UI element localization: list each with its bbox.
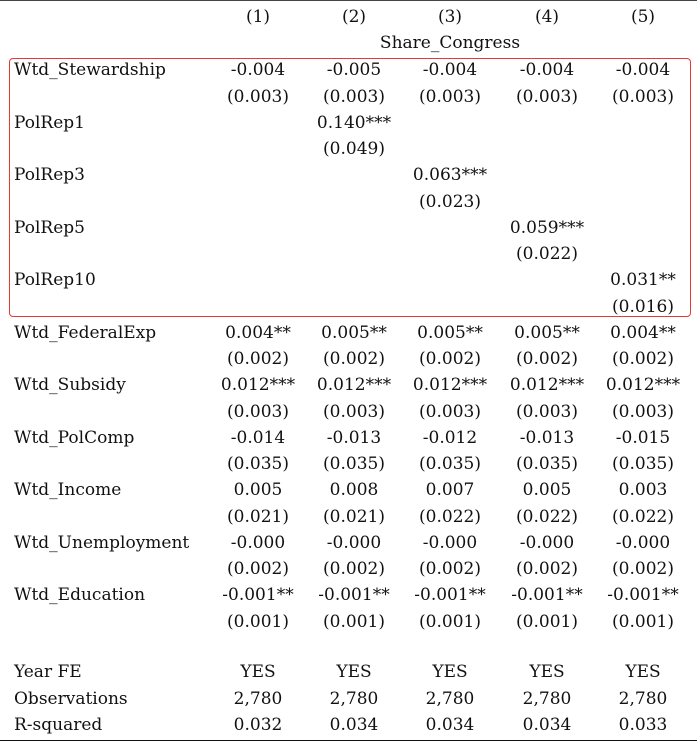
- table-bottom-rule: [0, 740, 697, 741]
- table-row-se: [0, 87, 697, 113]
- footer-cell: 2,780: [329, 688, 379, 709]
- coefficient-cell: 0.012***: [412, 375, 488, 395]
- table-row: [0, 428, 697, 454]
- coefficient-cell: -0.000: [519, 532, 575, 553]
- std-error-cell: (0.021): [227, 506, 289, 527]
- footer-row: [0, 662, 697, 688]
- coefficient-cell: -0.001**: [607, 585, 679, 605]
- coefficient-cell: -0.001**: [511, 585, 583, 605]
- footer-label: Year FE: [14, 662, 82, 682]
- footer-cell: 2,780: [618, 688, 668, 709]
- coefficient-cell: 0.012***: [316, 375, 392, 395]
- std-error-cell: (0.001): [419, 611, 481, 632]
- coefficient-cell: -0.005: [326, 60, 382, 80]
- coefficient-cell: 0.003: [618, 480, 668, 500]
- std-error-cell: (0.001): [227, 611, 289, 632]
- coefficient-cell: 0.007: [425, 480, 475, 500]
- std-error-cell: (0.003): [612, 401, 674, 422]
- coefficient-cell: 0.008: [329, 480, 379, 500]
- column-header: (3): [437, 7, 463, 27]
- table-row-se: [0, 612, 697, 638]
- column-header: (1): [245, 7, 271, 27]
- std-error-cell: (0.002): [419, 559, 481, 579]
- coefficient-cell: -0.004: [230, 60, 286, 80]
- table-row-se: [0, 139, 697, 165]
- std-error-cell: (0.002): [323, 349, 385, 369]
- footer-cell: YES: [336, 662, 372, 682]
- std-error-cell: (0.003): [612, 86, 674, 107]
- std-error-cell: (0.002): [612, 349, 674, 369]
- coefficient-cell: 0.012***: [605, 375, 681, 395]
- footer-cell: YES: [625, 662, 661, 682]
- coefficient-cell: -0.001**: [414, 585, 486, 605]
- footer-cell: 2,780: [522, 688, 572, 709]
- coefficient-cell: -0.001**: [318, 585, 390, 605]
- std-error-cell: (0.021): [323, 506, 385, 527]
- footer-cell: 2,780: [425, 688, 475, 709]
- table-row-se: [0, 192, 697, 218]
- std-error-cell: (0.035): [227, 454, 289, 474]
- std-error-cell: (0.001): [612, 611, 674, 632]
- std-error-cell: (0.002): [516, 559, 578, 579]
- coefficient-cell: 0.005**: [417, 322, 483, 343]
- column-header: (5): [630, 7, 656, 27]
- coefficient-cell: -0.012: [422, 427, 478, 448]
- std-error-cell: (0.003): [323, 86, 385, 107]
- coefficient-cell: -0.000: [422, 532, 478, 553]
- std-error-cell: (0.049): [323, 139, 385, 159]
- std-error-cell: (0.002): [323, 559, 385, 579]
- std-error-cell: (0.003): [516, 86, 578, 107]
- column-header: (4): [534, 7, 560, 27]
- footer-row: [0, 715, 697, 741]
- table-row-se: [0, 507, 697, 533]
- table-row-se: [0, 454, 697, 480]
- footer-row: [0, 689, 697, 715]
- footer-cell: YES: [529, 662, 565, 682]
- coefficient-cell: 0.059***: [509, 217, 585, 238]
- table-row: [0, 480, 697, 506]
- coefficient-cell: 0.031**: [610, 270, 676, 290]
- coefficient-cell: 0.140***: [316, 112, 392, 133]
- table-row: [0, 323, 697, 349]
- std-error-cell: (0.003): [419, 401, 481, 422]
- std-error-cell: (0.002): [419, 349, 481, 369]
- coefficient-cell: 0.004**: [225, 322, 291, 343]
- coefficient-cell: 0.012***: [509, 375, 585, 395]
- column-header: (2): [341, 7, 367, 27]
- table-row: [0, 270, 697, 296]
- row-label: PolRep3: [14, 165, 85, 185]
- footer-cell: YES: [432, 662, 468, 682]
- footer-cell: YES: [240, 662, 276, 682]
- table-row-se: [0, 244, 697, 270]
- std-error-cell: (0.003): [227, 401, 289, 422]
- coefficient-cell: -0.000: [326, 532, 382, 553]
- table-row-se: [0, 297, 697, 323]
- coefficient-cell: -0.013: [519, 427, 575, 448]
- std-error-cell: (0.035): [323, 454, 385, 474]
- coefficient-cell: -0.013: [326, 427, 382, 448]
- table-row-se: [0, 349, 697, 375]
- coefficient-cell: 0.005**: [321, 322, 387, 343]
- row-label: Wtd_FederalExp: [14, 322, 157, 343]
- coefficient-cell: 0.005**: [514, 322, 580, 343]
- footer-cell: 0.032: [233, 715, 283, 735]
- std-error-cell: (0.002): [612, 559, 674, 579]
- dependent-variable-label: Share_Congress: [379, 33, 521, 53]
- table-row: [0, 113, 697, 139]
- std-error-cell: (0.003): [323, 401, 385, 422]
- std-error-cell: (0.035): [419, 454, 481, 474]
- row-label: Wtd_Stewardship: [14, 60, 166, 80]
- std-error-cell: (0.001): [323, 611, 385, 632]
- footer-cell: 0.034: [522, 715, 572, 735]
- coefficient-cell: 0.004**: [610, 322, 676, 343]
- std-error-cell: (0.022): [419, 506, 481, 527]
- std-error-cell: (0.003): [227, 86, 289, 107]
- table-row: [0, 218, 697, 244]
- row-label: PolRep1: [14, 112, 85, 133]
- coefficient-cell: 0.012***: [220, 375, 296, 395]
- coefficient-cell: -0.004: [422, 60, 478, 80]
- footer-label: Observations: [14, 688, 128, 709]
- table-row: [0, 165, 697, 191]
- coefficient-cell: -0.000: [230, 532, 286, 553]
- std-error-cell: (0.002): [516, 349, 578, 369]
- std-error-cell: (0.003): [516, 401, 578, 422]
- coefficient-cell: -0.015: [615, 427, 671, 448]
- row-label: PolRep10: [14, 270, 96, 290]
- std-error-cell: (0.035): [516, 454, 578, 474]
- std-error-cell: (0.003): [419, 86, 481, 107]
- footer-cell: 0.034: [425, 715, 475, 735]
- row-label: Wtd_PolComp: [14, 427, 135, 448]
- footer-label: R-squared: [14, 715, 103, 735]
- coefficient-cell: 0.005: [522, 480, 572, 500]
- row-label: PolRep5: [14, 217, 85, 238]
- coefficient-cell: 0.005: [233, 480, 283, 500]
- std-error-cell: (0.022): [516, 506, 578, 527]
- coefficient-cell: -0.014: [230, 427, 286, 448]
- std-error-cell: (0.022): [516, 244, 578, 264]
- coefficient-cell: -0.004: [519, 60, 575, 80]
- table-row: [0, 375, 697, 401]
- table-row: [0, 533, 697, 559]
- table-top-rule: [0, 0, 697, 1]
- row-label: Wtd_Income: [14, 480, 122, 500]
- std-error-cell: (0.022): [612, 506, 674, 527]
- coefficient-cell: 0.063***: [412, 165, 488, 185]
- table-row: [0, 60, 697, 86]
- row-label: Wtd_Education: [14, 585, 146, 605]
- row-label: Wtd_Unemployment: [14, 532, 190, 553]
- std-error-cell: (0.023): [419, 191, 481, 212]
- coefficient-cell: -0.004: [615, 60, 671, 80]
- footer-cell: 2,780: [233, 688, 283, 709]
- std-error-cell: (0.002): [227, 349, 289, 369]
- coefficient-cell: -0.000: [615, 532, 671, 553]
- row-label: Wtd_Subsidy: [14, 375, 126, 395]
- coefficient-cell: -0.001**: [222, 585, 294, 605]
- std-error-cell: (0.016): [612, 296, 674, 317]
- table-row: [0, 585, 697, 611]
- table-row-se: [0, 402, 697, 428]
- footer-cell: 0.033: [618, 715, 668, 735]
- std-error-cell: (0.035): [612, 454, 674, 474]
- std-error-cell: (0.001): [516, 611, 578, 632]
- footer-cell: 0.034: [329, 715, 379, 735]
- table-row-se: [0, 559, 697, 585]
- std-error-cell: (0.002): [227, 559, 289, 579]
